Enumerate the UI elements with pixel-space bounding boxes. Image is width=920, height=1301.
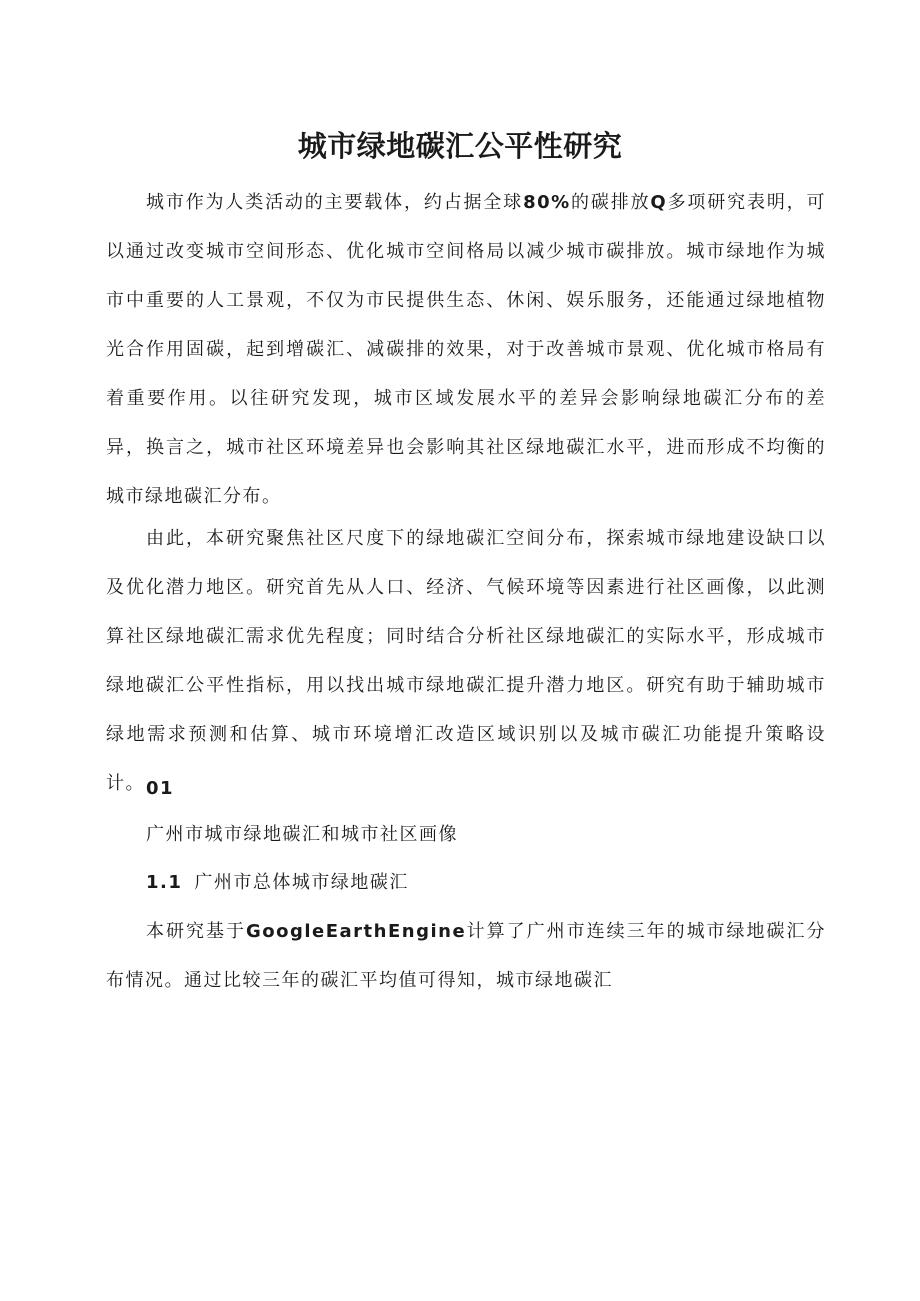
intro-text-start: 城市作为人类活动的主要载体，约占据全球 bbox=[146, 192, 524, 213]
method-paragraph: 由此，本研究聚焦社区尺度下的绿地碳汇空间分布，探索城市绿地建设缺口以及优化潜力地区。研究首先从人口、经济、气候环境等因素进行社区画像，以此测算社区绿地碳汇需求优先程度；同时结合分析社区绿地碳汇的实际水平，形成城市绿地碳汇公平性指标，用以找出城市绿地碳汇提升潜力地区。研究有助于辅助城市绿地需求预测和估算、城市环境增汇改造区域识别以及城市碳汇功能提升策略设计。 bbox=[106, 528, 826, 794]
gee-text-end: 计算了广州市连续三年的城市绿地碳汇分布情况。通过比较三年的碳汇平均值可得知，城市绿地碳汇 bbox=[106, 921, 827, 991]
subsection-title: 广州市总体城市绿地碳汇 bbox=[194, 872, 409, 893]
section-title: 广州市城市绿地碳汇和城市社区画像 bbox=[146, 824, 458, 845]
section-number: 01 bbox=[146, 778, 175, 799]
gee-text-start: 本研究基于 bbox=[146, 921, 246, 942]
intro-text-middle: 的碳排放 bbox=[570, 192, 651, 213]
document-title: 城市绿地碳汇公平性研究 bbox=[297, 129, 623, 163]
gee-tool-name: GoogleEarthEngine bbox=[245, 921, 467, 942]
subsection-heading bbox=[146, 868, 409, 898]
intro-percentage: 80% bbox=[523, 192, 571, 213]
intro-paragraph bbox=[106, 178, 826, 521]
subsection-number: 1.1 bbox=[146, 872, 183, 893]
intro-text-end: 多项研究表明，可以通过改变城市空间形态、优化城市空间格局以减少城市碳排放。城市绿地作为城市中重要的人工景观，不仅为市民提供生态、休闲、娱乐服务，还能通过绿地植物光合作用固碳，起到增碳汇、减碳排的效果，对于改善城市景观、优化城市格局有着重要作用。以往研究发现，城市区域发展水平的差异会影响绿地碳汇分布的差异，换言之，城市社区环境差异也会影响其社区绿地碳汇水平，进而形成不均衡的城市绿地碳汇分布。 bbox=[106, 192, 827, 507]
intro-marker: Q bbox=[650, 192, 668, 213]
gee-paragraph bbox=[106, 907, 826, 1005]
